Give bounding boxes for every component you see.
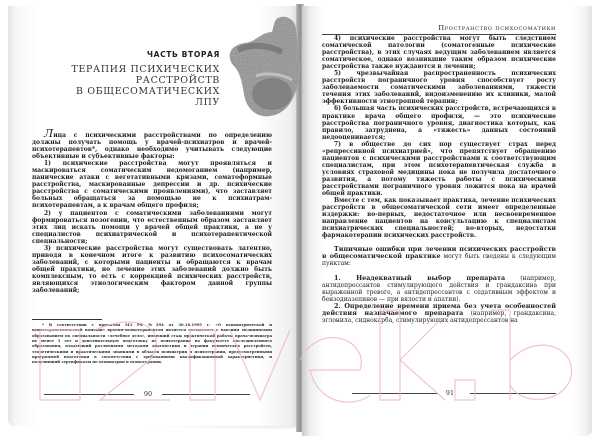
factor-item: 7) в обществе до сих пор существует страх перед «репрессивной психиатрией», что препятствует обращению пациентов с психическими расстройствами к соответствующим специалистам, при этом психотерапевтическая служба в условиях страховой медицины пока не получила достаточного развития, а потому тяжесть работы с психическими расстройствами пограничного уровня ложится пока на врачей общей практики. [322, 140, 556, 198]
right-page-body [322, 35, 556, 324]
factor-item: 1) психические расстройства могут проявляться и маскироваться соматическим недомоганием (например, панические атаки с вегетативными кризами, соматоформные расстройства, маскированные депрессии и др. психические расстройства с соматическими проявлениями), что заставляет больных обращаться за помощью не к психиатрам-психотерапевтам, а к врачам общего профиля; [32, 160, 272, 210]
chapter-title-line: РАССТРОЙСТВ [135, 75, 220, 86]
factor-item: 2) у пациентов с соматическими заболеваниями могут формироваться нозогении, что естественным образом заставляет этих лиц искать помощи у врачей общей практики, а не у специалистов психиатрической и психотерапевтической специальности; [32, 209, 272, 245]
factor-item: 5) чрезвычайная распространенность психических расстройств пограничного уровня способствует росту заболеваемости соматическими заболеваниями, тяжести течения этих заболеваний, видоизменению их клиники, малой эффективности этиотропной терапии; [322, 70, 556, 106]
part-label: ЧАСТЬ ВТОРАЯ [146, 50, 220, 59]
error-item: 2. Определение времени приема без учета особенностей действия назначаемого препарата (например, грандаксина, эглонила, сиднокарба, стимулирующих антидепрессантов на [322, 301, 556, 324]
chapter-title-line: В ОБЩЕСОМАТИЧЕСКИХ ЛПУ [76, 86, 220, 108]
factor-item: 4) психические расстройства могут быть следствием соматической патологии (соматогенные психические расстройства), в этих случаях ведущим заболеванием является соматическое, однако возникшие таким образом психические расстройства также нуждаются в лечении; [322, 35, 556, 71]
folio-rule-left [352, 393, 438, 394]
errors-heading: Типичные ошибки при лечении психических расстройств в общесоматической практике могут быть сведены к следующим пунктам: [322, 245, 556, 268]
footnote-divider [32, 319, 102, 320]
dropcap: Л [44, 127, 54, 140]
folio-rule-left [44, 394, 134, 395]
factor-item: 6) большая часть психических расстройств, встречающихся в практике врача общего профиля, — это психические расстройства пограничного уровня, диагностика которых, как правило, затруднена, а «тяжесть» данных состояний недооценивается; [322, 105, 556, 141]
summary-paragraph: Вместе с тем, как показывает практика, лечение психических расстройств в общесоматической сети имеет определенные издержки: во-первых, недостаточное или несвоевременное направление пациентов на консультацию к специалистам психиатрических специальностей; во-вторых, недостатки фармакотерапии психических расстройств. [322, 197, 556, 240]
page-number-right: 91 [445, 389, 455, 397]
heart-illustration-icon [226, 10, 306, 120]
chapter-title-line: ТЕРАПИЯ ПСИХИЧЕСКИХ [71, 64, 220, 75]
folio-rule-right [162, 394, 250, 395]
chapter-title [60, 64, 220, 108]
error-item: 1. Неадекватный выбор препарата (например, антидепрессантов стимулирующего действия и грандаксина при выраженной тревоге, а антидепрессантов с седативным эффектом и бензодиазепинов — при вялости и апатии). [322, 273, 556, 303]
factor-item: 3) психические расстройства могут существовать латентно, приводя в конечном итоге к развитию психосоматических заболеваний, с которыми пациенты и обращаются к врачам общей практики, но лечение этих заболеваний должно быть комплексным, то есть с коррекцией психических расстройств, являющихся этиологическим фактором данной группы заболеваний; [32, 244, 272, 295]
footnote: * В соответствии с приказом МЗ РФ №294 от 30.10.1995 г. «О психиатрической и психотерапевтической помощи» врачом-психотерапевтом является специалист с высшим медицинским образованием по специальности «лечебное дело», имеющий стаж практической работы врача-психиатра не менее 3 лет и дополнительную подготовку по психотерапии на факультете последипломного образования, владеющий различными методами диагностики и терапии психических расстройств, теоретическими и практическими знаниями в области психиатрии и психотерапии, предусмотренными программой подготовки в соответствии с требованиями квалификационной характеристики, и получивший сертификаты по психиатрии и психотерапии. [32, 322, 272, 365]
page-number-left: 90 [143, 390, 153, 398]
intro-paragraph: Лица с психическими расстройствами по определению должны получать помощь у врачей-психиатров и врачей-психотерапевтов*, однако необходимо учитывать следующие объективные и субъективные факторы: [32, 127, 272, 161]
folio-rule-right [470, 393, 556, 394]
left-page-body [32, 127, 272, 295]
running-head: Пространство психосоматики [322, 24, 556, 35]
